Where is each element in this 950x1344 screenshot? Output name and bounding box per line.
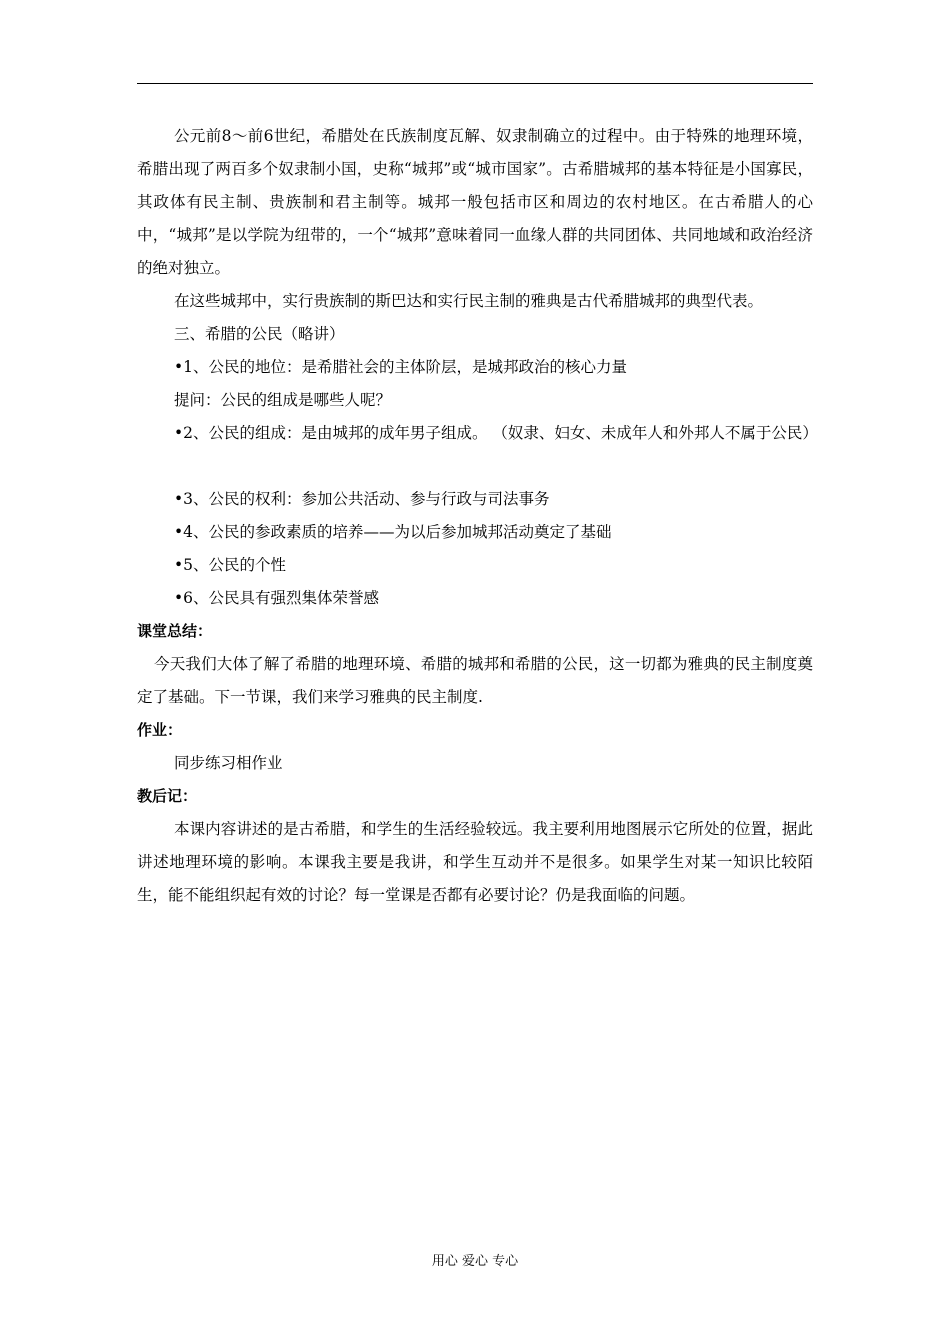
bullet-citizen-rights: •3、公民的权利：参加公共活动、参与行政与司法事务 xyxy=(174,490,550,508)
blank-line xyxy=(137,450,813,483)
heading-reflection: 教后记： xyxy=(137,787,198,805)
paragraph-representative-states: 在这些城邦中，实行贵族制的斯巴达和实行民主制的雅典是古代希腊城邦的典型代表。 xyxy=(174,292,764,310)
paragraph-reflection: 本课内容讲述的是古希腊，和学生的生活经验较远。我主要利用地图展示它所处的位置，据此讲述地理环境的影响。本课我主要是我讲，和学生互动并不是很多。如果学生对某一知识比较陌生，能不能组织起有效的讨论？每一堂课是否都有必要讨论？仍是我面临的问题。 xyxy=(137,820,813,904)
bullet-citizen-composition: •2、公民的组成：是由城邦的成年男子组成。 （奴隶、妇女、未成年人和外邦人不属于公民） xyxy=(174,424,818,442)
question-citizen-composition: 提问：公民的组成是哪些人呢？ xyxy=(174,391,392,409)
section-heading-citizens: 三、希腊的公民（略讲） xyxy=(174,325,345,343)
header-rule xyxy=(137,83,813,84)
paragraph-class-summary: 今天我们大体了解了希腊的地理环境、希腊的城邦和希腊的公民，这一切都为雅典的民主制度奠定了基础。下一节课，我们来学习雅典的民主制度. xyxy=(137,655,813,706)
bullet-citizen-training: •4、公民的参政素质的培养——为以后参加城邦活动奠定了基础 xyxy=(174,523,612,541)
bullet-citizen-honor: •6、公民具有强烈集体荣誉感 xyxy=(174,589,380,607)
paragraph-city-state-intro: 公元前8～前6世纪，希腊处在氏族制度瓦解、奴隶制确立的过程中。由于特殊的地理环境，希腊出现了两百多个奴隶制小国，史称“城邦”或“城市国家”。古希腊城邦的基本特征是小国寡民，其政体有民主制、贵族制和君主制等。城邦一般包括市区和周边的农村地区。在古希腊人的心中，“城邦”是以学院为纽带的，一个“城邦”意味着同一血缘人群的共同团体、共同地域和政治经济的绝对独立。 xyxy=(137,127,813,277)
bullet-citizen-individuality: •5、公民的个性 xyxy=(174,556,287,574)
heading-homework: 作业： xyxy=(137,721,183,739)
page-footer: 用心 爱心 专心 xyxy=(431,1254,519,1269)
heading-class-summary: 课堂总结： xyxy=(137,622,213,640)
document-body xyxy=(137,120,818,912)
paragraph-homework: 同步练习相作业 xyxy=(174,754,283,772)
bullet-citizen-status: •1、公民的地位：是希腊社会的主体阶层，是城邦政治的核心力量 xyxy=(174,358,628,376)
